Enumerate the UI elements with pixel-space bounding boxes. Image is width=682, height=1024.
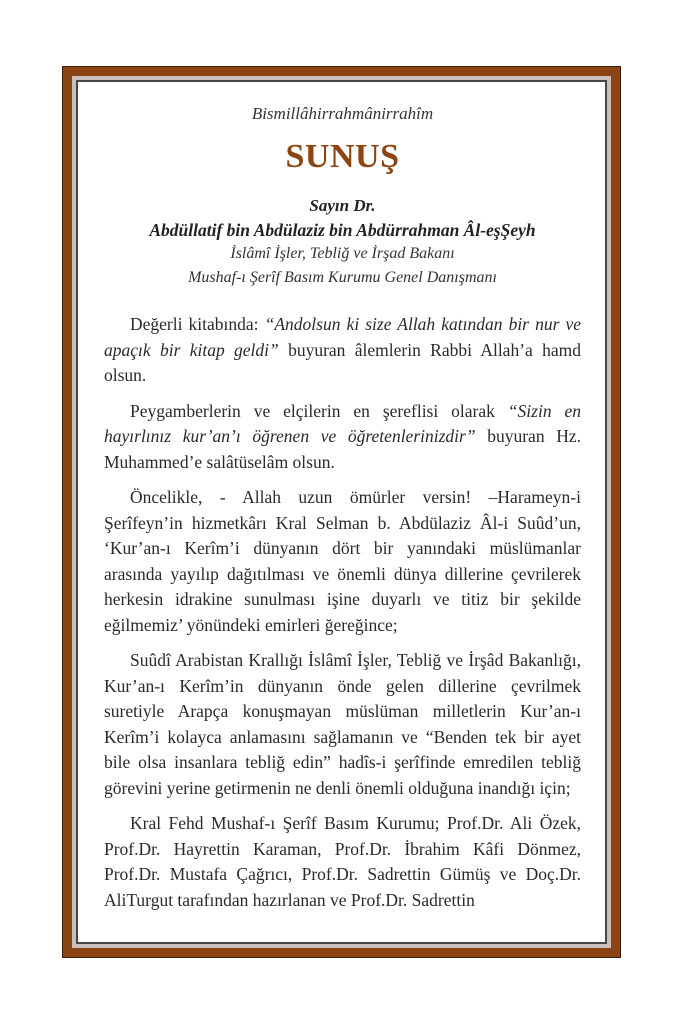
paragraph-5: Kral Fehd Mushaf-ı Şerîf Basım Kurumu; Prof.Dr. Ali Özek, Prof.Dr. Hayrettin Karaman, Prof.Dr. İbrahim Kâfi Dönmez, Prof.Dr. Mustafa Çağrıcı, Prof.Dr. Sadrettin Gümüş ve Doç.Dr. AliTurgut tarafından hazırlanan ve Prof.Dr. Sadrettin [104, 813, 581, 910]
bismillah-heading: Bismillâhirrahmânirrahîm [251, 104, 434, 123]
paragraph-2-text-a: Peygamberlerin ve elçilerin en şereflisi olarak [130, 400, 508, 421]
paragraph-2 [104, 399, 581, 476]
quran-quote: “Andolsun ki size Allah katından bir nur ve apaçık bir kitap geldi” [104, 314, 581, 360]
page-title: SUNUŞ [285, 138, 400, 175]
author-salutation: Sayın Dr. [309, 196, 376, 215]
paragraph-4: Suûdî Arabistan Krallığı İslâmî İşler, Tebliğ ve İrşâd Bakanlığı, Kur’an-ı Kerîm’in dünyanın önde gelen dillerine çevrilmek suretiyle Arapça konuşmayan müslüman milletlerin Kur’an-ı Kerîm’i kolayca anlamasını sağlamanın ve “Benden tek bir ayet bile olsa insanlara tebliğ edin” hadîs-i şerîfinde emredilen tebliğ görevini yerine getirmenin ne denli önemli olduğuna inandığı için; [104, 650, 581, 798]
author-role-2: Mushaf-ı Şerîf Basım Kurumu Genel Danışmanı [188, 269, 497, 286]
document-content [104, 82, 581, 923]
author-block [104, 194, 581, 290]
hadith-quote: “Sizin en hayırlınız kur’an’ı öğrenen ve öğretenlerinizdir” [104, 400, 581, 446]
author-name: Abdüllatif bin Abdülaziz bin Abdürrahman Âl-eşŞeyh [149, 220, 536, 240]
page-frame [62, 66, 621, 958]
paragraph-1-text-a: Değerli kitabında: [130, 314, 265, 334]
paragraph-2-text-b: buyuran Hz. Muhammed’e salâtüselâm olsun. [104, 426, 581, 472]
document-body [104, 312, 581, 913]
paragraph-1 [104, 312, 581, 389]
paragraph-1-text-b: buyuran âlemlerin Rabbi Allah’a hamd olsun. [104, 339, 581, 385]
author-role-1: İslâmî İşler, Tebliğ ve İrşad Bakanı [230, 245, 455, 262]
frame-band [72, 76, 611, 948]
page-content-area [76, 80, 607, 944]
paragraph-3: Öncelikle, - Allah uzun ömürler versin! –Harameyn-i Şerîfeyn’in hizmetkârı Kral Selman b. Abdülaziz Âl-i Suûd’un, ‘Kur’an-ı Kerîm’i dünyanın dört bir yanındaki müslümanlar arasında yayılıp dağıtılması ve önemli dünya dillerine çevrilerek herkesin idrakine sunulması işine duyarlı ve titiz bir şekilde eğilmemiz’ yönündeki emirleri ğereğince; [104, 487, 581, 635]
